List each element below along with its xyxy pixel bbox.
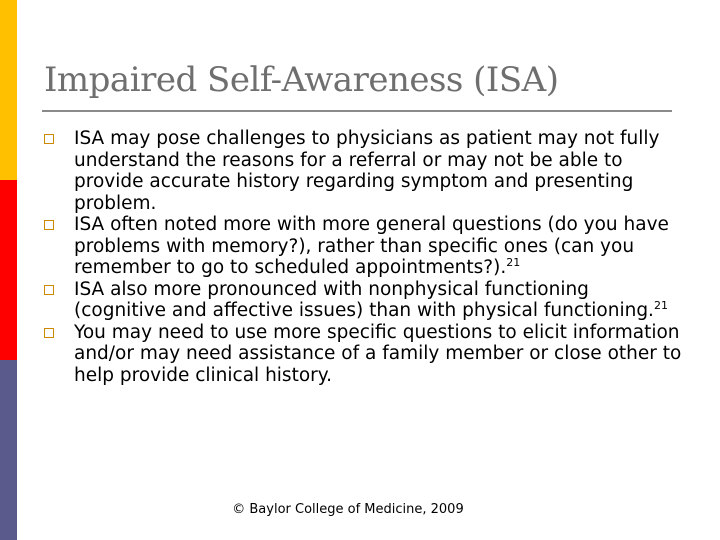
copyright-text: © Baylor College of Medicine, 2009 — [232, 502, 464, 517]
citation-superscript: 21 — [653, 298, 668, 312]
bullet-text: ISA often noted more with more general questions (do you have problems with memory?), rather than specific ones (can you remember to go to scheduled appointments?). — [74, 214, 669, 278]
side-bar-yellow — [0, 0, 17, 180]
bullet-list — [44, 128, 684, 386]
footer — [0, 502, 720, 517]
side-bar-red — [0, 180, 17, 360]
square-bullet-icon — [44, 220, 54, 230]
bullet-item — [44, 214, 684, 279]
square-bullet-icon — [44, 134, 54, 144]
square-bullet-icon — [44, 328, 54, 338]
bullet-text: ISA also more pronounced with nonphysical functioning (cognitive and affective issues) than with physical functioning. — [74, 278, 654, 321]
title-divider — [42, 110, 672, 112]
bullet-item — [44, 128, 684, 214]
bullet-text: You may need to use more specific questions to elicit information and/or may need assistance of a family member or close other to help provide clinical history. — [74, 321, 682, 386]
bullet-text: ISA may pose challenges to physicians as patient may not fully understand the reasons for a referral or may not be able to provide accurate history regarding symptom and presenting problem. — [74, 128, 660, 214]
square-bullet-icon — [44, 285, 54, 295]
slide-title: Impaired Self-Awareness (ISA) — [44, 60, 559, 100]
bullet-item — [44, 279, 684, 322]
bullet-item — [44, 322, 684, 387]
citation-superscript: 21 — [506, 255, 521, 269]
